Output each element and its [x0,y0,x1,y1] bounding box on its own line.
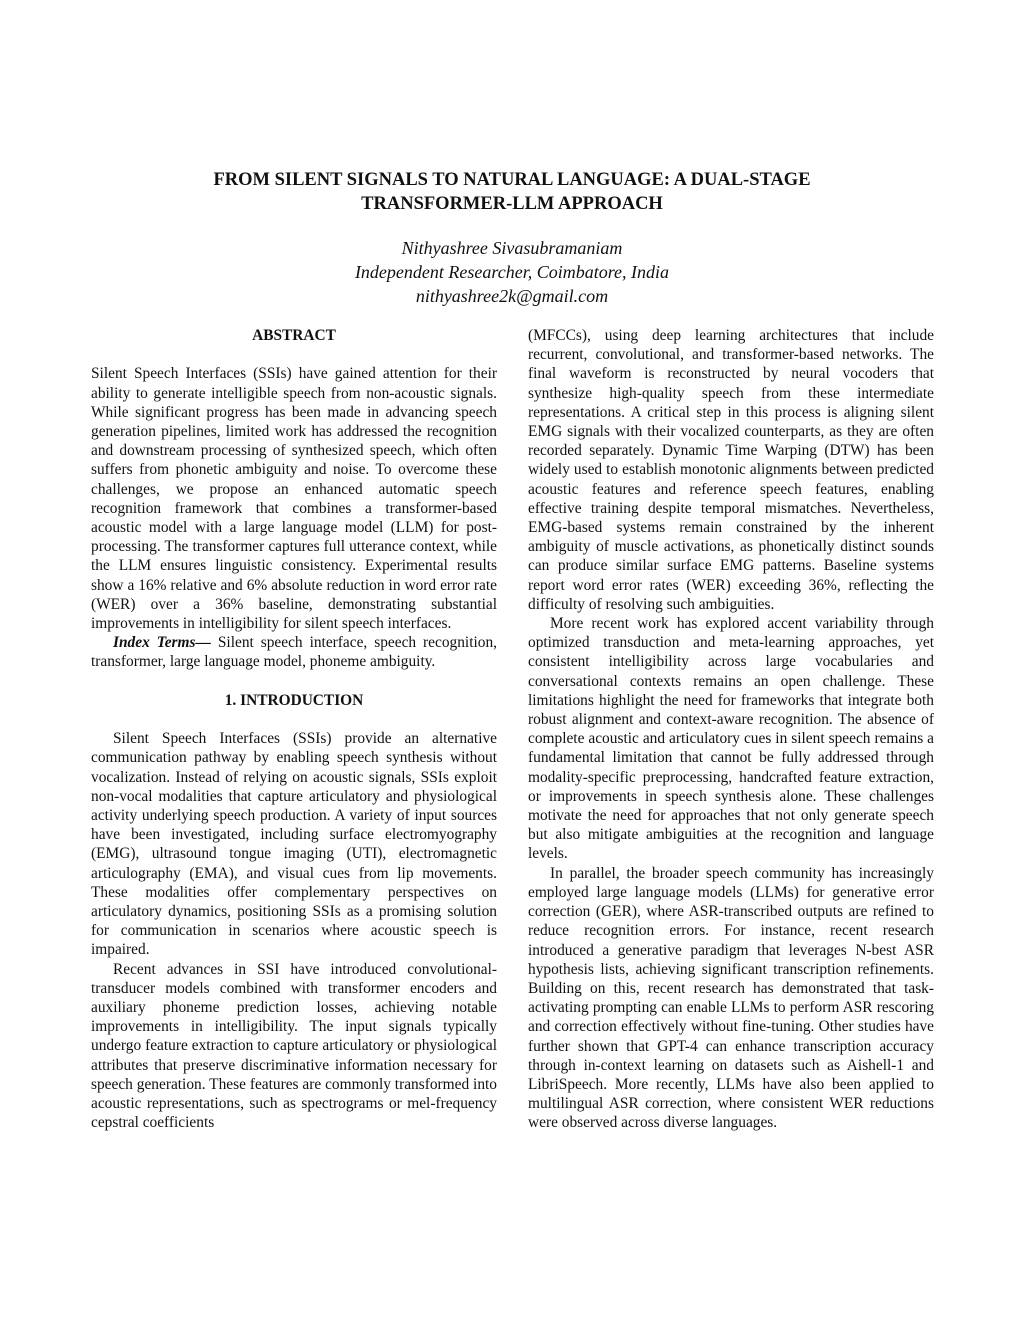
introduction-heading: 1. INTRODUCTION [224,691,364,709]
intro-paragraph-2-continued: (MFCCs), using deep learning architectures that include recurrent, convolutional, and transformer-based networks. The final waveform is reconstructed by neural vocoders that synthesize high-quality speech from these intermediate representations. A critical step in this process is aligning silent EMG signals with their vocalized counterparts, as they are often recorded separately. Dynamic Time Warping (DTW) has been widely used to establish monotonic alignments between predicted acoustic features and reference speech features, enabling effective training despite temporal mismatches. Nevertheless, EMG-based systems remain constrained by the inherent ambiguity of muscle activations, as phonetically distinct sounds can produce similar surface EMG patterns. Baseline systems report word error rates (WER) exceeding 36%, reflecting the difficulty of resolving such ambiguities. [528,327,934,613]
author-email: nithyashree2k@gmail.com [415,286,609,306]
index-terms [91,633,497,671]
author-affiliation: Independent Researcher, Coimbatore, India [354,262,670,282]
intro-paragraph-4: In parallel, the broader speech community has increasingly employed large language models (LLMs) for generative error correction (GER), where ASR-transcribed outputs are refined to reduce recognition errors. For instance, recent research introduced a generative paradigm that leverages N-best ASR hypothesis lists, achieving significant transcription refinements. Building on this, recent research has demonstrated that task-activating prompting can enable LLMs to perform ASR rescoring and correction effectively without fine-tuning. Other studies have further shown that GPT-4 can enhance transcription accuracy through in-context learning on datasets such as Aishell-1 and LibriSpeech. More recently, LLMs have also been applied to multilingual ASR correction, where consistent WER reductions were observed across diverse languages. [528,864,934,1132]
author-block [200,236,824,308]
author-name: Nithyashree Sivasubramaniam [401,238,623,258]
left-column [91,326,497,1132]
paper-title-line-2: TRANSFORMER-LLM APPROACH [361,194,663,214]
abstract-heading: ABSTRACT [252,327,336,344]
intro-paragraph-2: Recent advances in SSI have introduced convolutional-transducer models combined with transformer encoders and auxiliary phoneme prediction losses, achieving notable improvements in intelligibility. The input signals typically undergo feature extraction to capture articulatory or physiological attributes that preserve discriminative information necessary for speech generation. These features are commonly transformed into acoustic representations, such as spectrograms or mel-frequency cepstral coefficients [91,960,497,1132]
paper-title [120,168,904,216]
index-terms-label: Index Terms— [113,634,211,652]
intro-paragraph-3: More recent work has explored accent variability through optimized transduction and meta-learning approaches, yet consistent intelligibility across large vocabularies and conversational contexts remains an open challenge. These limitations highlight the need for frameworks that integrate both robust alignment and context-aware recognition. The absence of complete acoustic and articulatory cues in silent speech remains a fundamental limitation that cannot be fully addressed through modality-specific preprocessing, handcrafted feature extraction, or improvements in speech synthesis alone. These challenges motivate the need for approaches that not only generate speech but also mitigate ambiguities at the recognition and language levels. [528,615,934,863]
paper-title-line-1: FROM SILENT SIGNALS TO NATURAL LANGUAGE: A DUAL-STAGE [213,170,811,190]
intro-paragraph-1: Silent Speech Interfaces (SSIs) provide an alternative communication pathway by enabling speech synthesis without vocalization. Instead of relying on acoustic signals, SSIs exploit non-vocal modalities that capture articulatory and physiological activity underlying speech production. A variety of input sources have been investigated, including surface electromyography (EMG), ultrasound tongue imaging (UTI), electromagnetic articulography (EMA), and visual cues from lip movements. These modalities offer complementary perspectives on articulatory dynamics, positioning SSIs as a promising solution for communication in scenarios where acoustic speech is impaired. [91,730,497,959]
right-column [528,326,934,1133]
abstract-text: Silent Speech Interfaces (SSIs) have gained attention for their ability to generate intelligible speech from non-acoustic signals. While significant progress has been made in advancing speech generation pipelines, limited work has addressed the recognition and downstream processing of synthesized speech, which often suffers from phonetic ambiguity and noise. To overcome these challenges, we propose an enhanced automatic speech recognition framework that combines a transformer-based acoustic model with a large language model (LLM) for post-processing. The transformer captures full utterance context, while the LLM ensures linguistic consistency. Experimental results show a 16% relative and 6% absolute reduction in word error rate (WER) over a 36% baseline, demonstrating substantial improvements in intelligibility for silent speech interfaces. [91,365,497,633]
index-terms-text: Silent speech interface, speech recognition, transformer, large language model, phoneme ambiguity. [91,634,498,671]
